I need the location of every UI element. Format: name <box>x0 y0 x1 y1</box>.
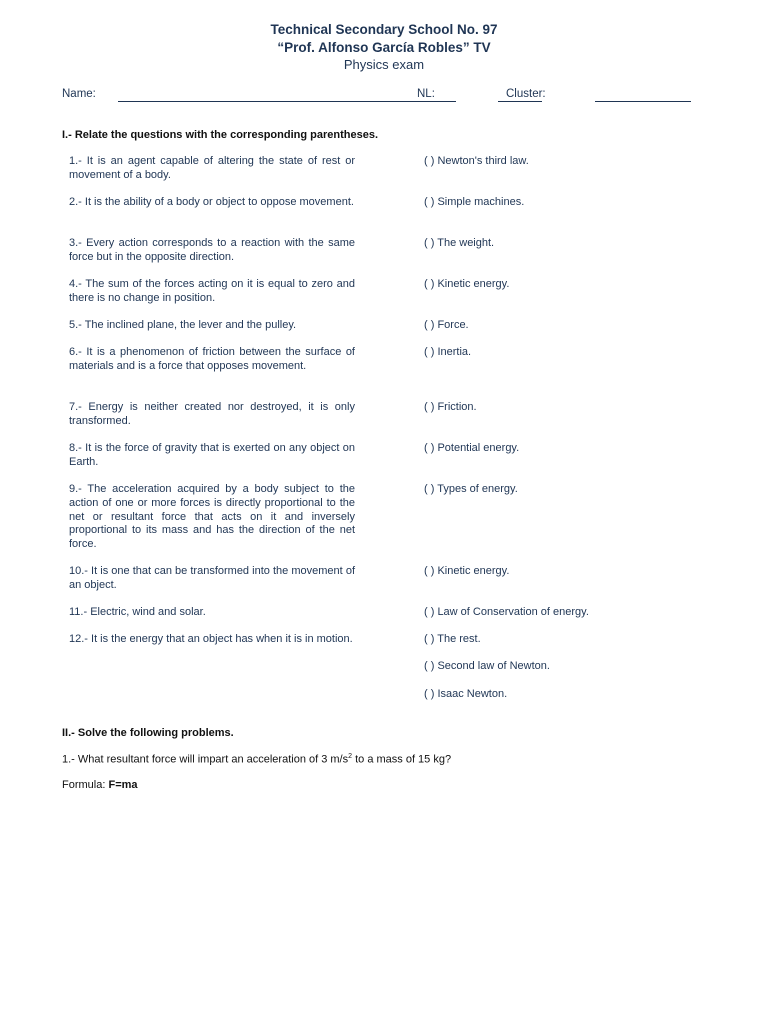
answer-option: ( ) Law of Conservation of energy. <box>424 606 589 618</box>
question-item: 8.- It is the force of gravity that is exerted on any object on Earth. <box>69 442 355 468</box>
school-name: “Prof. Alfonso García Robles” TV <box>277 40 491 55</box>
name-field[interactable] <box>118 101 454 102</box>
answer-option: ( ) Inertia. <box>424 346 472 358</box>
question-item: 1.- It is an agent capable of altering the state of rest or movement of a body. <box>69 155 355 181</box>
question-item: 4.- The sum of the forces acting on it is equal to zero and there is no change in position. <box>69 278 355 304</box>
answer-option: ( ) Isaac Newton. <box>424 688 508 700</box>
answer-option: ( ) Force. <box>424 319 469 331</box>
formula-value: F=ma <box>108 779 138 791</box>
question-item: 6.- It is a phenomenon of friction between the surface of materials and is a force that opposes movement. <box>69 346 355 372</box>
nl-field[interactable] <box>418 101 456 102</box>
problem-1-exponent: 2 <box>348 753 353 760</box>
question-item: 12.- It is the energy that an object has when it is in motion. <box>69 633 353 645</box>
answer-option: ( ) Kinetic energy. <box>424 565 510 577</box>
question-item: 7.- Energy is neither created nor destroyed, it is only transformed. <box>69 401 355 427</box>
question-item: 11.- Electric, wind and solar. <box>69 606 206 618</box>
answer-option: ( ) The weight. <box>424 237 495 249</box>
answer-option: ( ) Types of energy. <box>424 483 518 495</box>
answer-option: ( ) Simple machines. <box>424 196 525 208</box>
student-info-row <box>62 88 702 104</box>
cluster-label: Cluster: <box>506 88 546 100</box>
question-item: 5.- The inclined plane, the lever and the pulley. <box>69 319 297 331</box>
answer-option: ( ) Newton's third law. <box>424 155 529 167</box>
answer-option: ( ) Kinetic energy. <box>424 278 510 290</box>
problem-1-tail: to a mass of 15 kg? <box>352 753 452 766</box>
cluster-label-underline <box>498 101 542 102</box>
section-2-title: II.- Solve the following problems. <box>62 727 234 739</box>
question-item: 3.- Every action corresponds to a reaction with the same force but in the opposite direction. <box>69 237 355 263</box>
question-item: 9.- The acceleration acquired by a body subject to the action of one or more forces is directly proportional to the net or resultant force that acts on it and inversely proportional to its mass and has the direction of the net force. <box>69 483 355 551</box>
problem-1-text: 1.- What resultant force will impart an acceleration of 3 m/s <box>62 753 349 766</box>
section-1-title: I.- Relate the questions with the corresponding parentheses. <box>62 129 378 141</box>
formula-line <box>62 779 138 791</box>
nl-label: NL: <box>417 88 435 100</box>
answer-option: ( ) Potential energy. <box>424 442 520 454</box>
cluster-field[interactable] <box>595 101 691 102</box>
answer-option: ( ) Second law of Newton. <box>424 660 550 672</box>
problem-1 <box>62 753 451 766</box>
question-item: 2.- It is the ability of a body or object to oppose movement. <box>69 196 354 208</box>
school-title: Technical Secondary School No. 97 <box>270 22 498 37</box>
formula-label: Formula: <box>62 779 109 791</box>
answer-option: ( ) Friction. <box>424 401 477 413</box>
exam-title: Physics exam <box>343 57 425 72</box>
question-item: 10.- It is one that can be transformed into the movement of an object. <box>69 565 355 591</box>
answer-option: ( ) The rest. <box>424 633 481 645</box>
name-label: Name: <box>62 88 96 100</box>
